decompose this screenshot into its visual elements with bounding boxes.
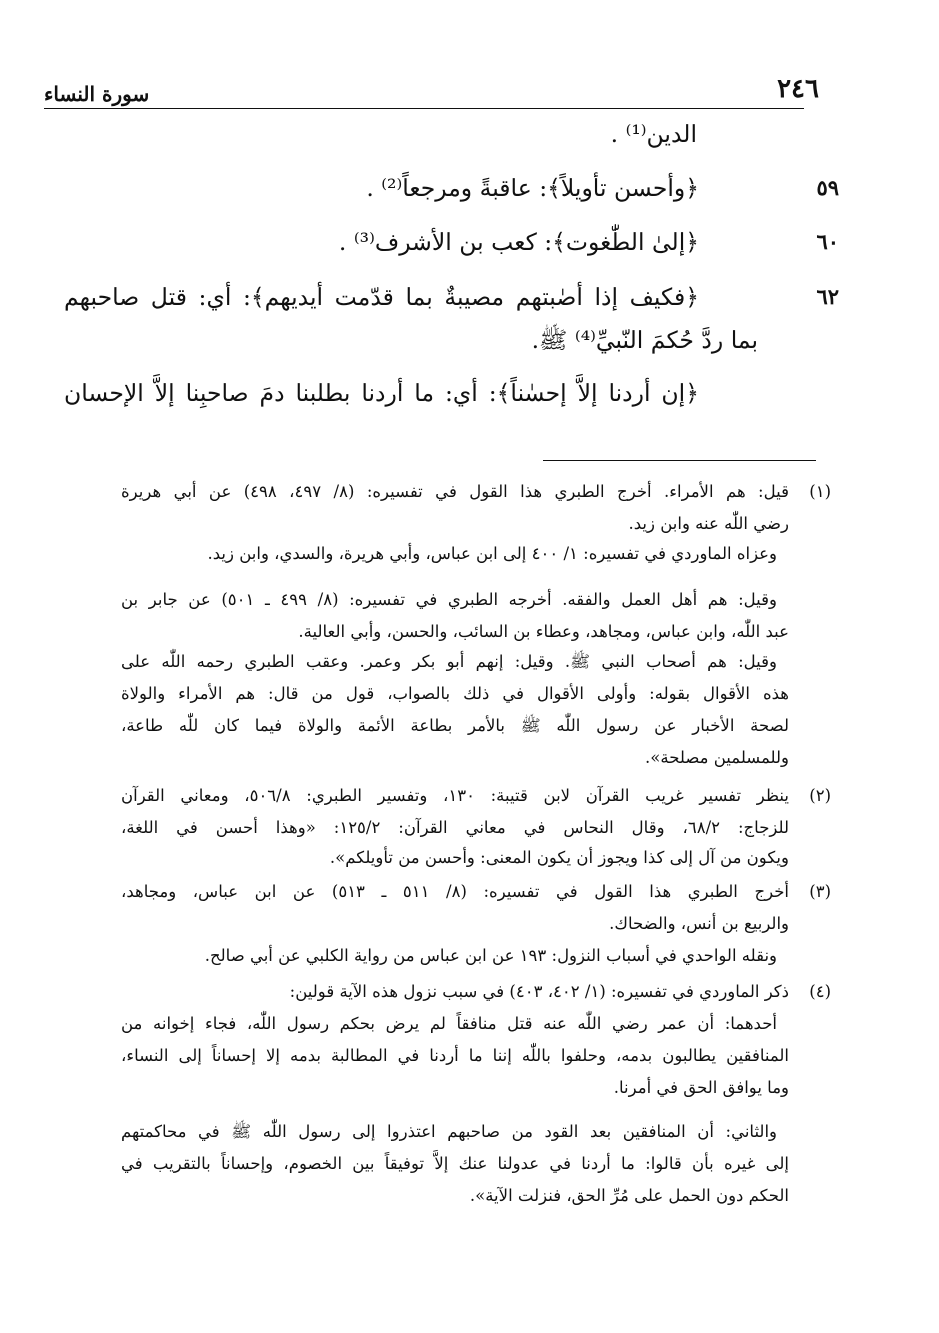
header-rule bbox=[44, 108, 804, 109]
footnote-line: وقيل: هم أصحاب النبي ﷺ. وقيل: إنهم أبو بكر وعمر. وعقب الطبري رحمه اللّٰه على bbox=[121, 652, 777, 671]
body-line: ﴿إن أردنا إلاَّ إحسٰناً﴾: أي: ما أردنا بطلبنا دمَ صاحبِنا إلاَّ الإحسان bbox=[64, 379, 699, 407]
footnote-line: للزجاج: ٦٨/٢، وقال النحاس في معاني القرآن: ١٢٥/٢: «وهذا أحسن في اللغة، bbox=[121, 818, 789, 837]
footnote-line: وما يوافق الحق في أمرنا. bbox=[613, 1078, 789, 1097]
footnote-marker: (٤) bbox=[809, 982, 831, 1001]
footnote-marker: (٣) bbox=[809, 882, 831, 901]
verse-number: ٦٠ bbox=[816, 229, 839, 254]
footnote-line: قيل: هم الأمراء. أخرج الطبري هذا القول في تفسيره: (٨/ ٤٩٧، ٤٩٨) عن أبي هريرة bbox=[121, 482, 789, 501]
verse-number: ٦٢ bbox=[816, 284, 839, 309]
body-line: ﴿إلىٰ الطّٰغوت﴾: كعب بن الأشرف⁽³⁾ . bbox=[338, 228, 699, 256]
footnote-line: المنافقين يطالبون بدمه، وحلفوا باللّٰه إننا ما أردنا في المطالبة بدمه إلا إحساناً إلى النساء، bbox=[121, 1046, 789, 1065]
footnote-line: هذه الأقوال بقوله: وأولى الأقوال في ذلك بالصواب، قول من قال: هم الأمراء والولاة bbox=[121, 684, 789, 703]
footnote-line: لصحة الأخبار عن رسول اللّٰه ﷺ بالأمر بطاعة الأئمة والولاة فيما كان للّٰه طاعة، bbox=[121, 716, 789, 735]
body-line: الدين⁽¹⁾ . bbox=[610, 120, 697, 148]
footnote-line: وعزاه الماوردي في تفسيره: ١/ ٤٠٠ إلى ابن عباس، وأبي هريرة، والسدي، وابن زيد. bbox=[207, 544, 777, 563]
footnote-line: ذكر الماوردي في تفسيره: (١/ ٤٠٢، ٤٠٣) في سبب نزول هذه الآية قولين: bbox=[289, 982, 789, 1001]
footnote-line: ويكون من آل إلى كذا ويجوز أن يكون المعنى: وأحسن من تأويلكم». bbox=[329, 848, 789, 867]
footnote-marker: (١) bbox=[809, 482, 831, 501]
footnote-line: أحدهما: أن عمر رضي اللّٰه عنه قتل منافقاً لم يرض بحكم رسول اللّٰه، فجاء إخوانه من bbox=[121, 1014, 777, 1033]
footnote-line: الحكم دون الحمل على مُرِّ الحق، فنزلت الآية». bbox=[469, 1186, 789, 1205]
footnote-line: والربيع بن أنس، والضحاك. bbox=[609, 914, 789, 933]
footnote-line: عبد اللّٰه، وابن عباس، ومجاهد، وعطاء بن السائب، والحسن، وأبي العالية. bbox=[298, 622, 789, 641]
surah-title: سورة النساء bbox=[44, 82, 150, 106]
footnote-line: رضي اللّٰه عنه وابن زيد. bbox=[628, 514, 789, 533]
footnote-line: ونقله الواحدي في أسباب النزول: ١٩٣ عن ابن عباس من رواية الكلبي عن أبي صالح. bbox=[204, 946, 777, 965]
page-number: ٢٤٦ bbox=[777, 74, 819, 104]
footnote-line: أخرج الطبري هذا القول في تفسيره: (٨/ ٥١١ ـ ٥١٣) عن ابن عباس، ومجاهد، bbox=[121, 882, 789, 901]
footnote-line: إلى غيره بأن قالوا: ما أردنا في عدولنا عنك إلاَّ توفيقاً بين الخصوم، وإحساناً بالتقريب في bbox=[121, 1154, 789, 1173]
footnote-separator bbox=[543, 460, 816, 461]
footnote-line: ينظر تفسير غريب القرآن لابن قتيبة: ١٣٠، وتفسير الطبري: ٥٠٦/٨، ومعاني القرآن bbox=[121, 786, 789, 805]
verse-number: ٥٩ bbox=[816, 175, 839, 200]
body-line: ﴿فكيف إذا أصٰبتهم مصيبةٌ بما قدّمت أيديهم﴾: أي: قتل صاحبهم bbox=[64, 283, 699, 311]
footnote-marker: (٢) bbox=[809, 786, 831, 805]
body-line: بما ردَّ حُكمَ النّبيِّ⁽⁴⁾ ﷺ. bbox=[531, 326, 758, 354]
footnote-line: وللمسلمين مصلحة». bbox=[645, 748, 789, 767]
footnote-line: وقيل: هم أهل العمل والفقه. أخرجه الطبري في تفسيره: (٨/ ٤٩٩ ـ ٥٠١) عن جابر بن bbox=[121, 590, 777, 609]
body-line: ﴿وأحسن تأويلاً﴾: عاقبةً ومرجعاً⁽²⁾ . bbox=[366, 174, 699, 202]
footnote-line: والثاني: أن المنافقين بعد القود من صاحبهم اعتذروا إلى رسول اللّٰه ﷺ في محاكمتهم bbox=[121, 1122, 777, 1141]
